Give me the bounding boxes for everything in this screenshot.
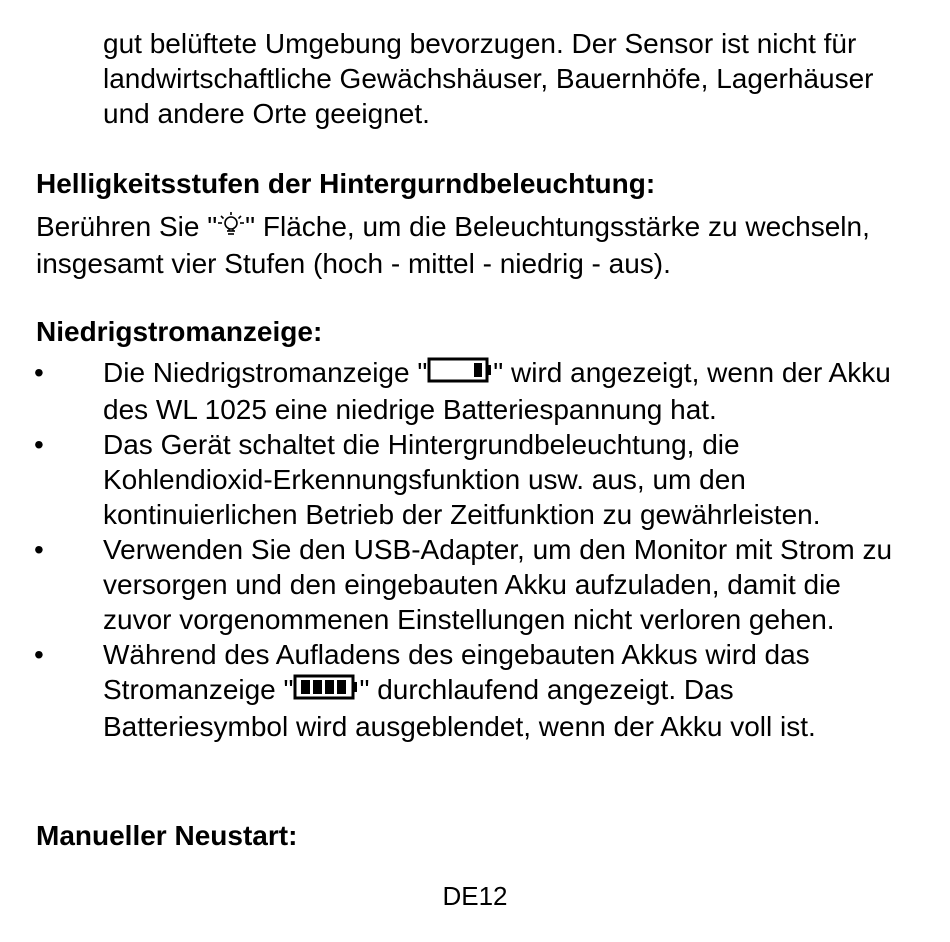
- bullet-icon: •: [34, 534, 44, 565]
- list-item-text-before: Die Niedrigstromanzeige ": [103, 357, 428, 388]
- bulb-icon: [217, 211, 245, 246]
- bullet-icon: •: [34, 639, 44, 670]
- list-item-text: Das Gerät schaltet die Hintergrundbeleuchtung, die Kohlendioxid-Erkennungsfunktion usw. aus, um den kontinuierlichen Betrieb der Zeitfunktion zu gewährleisten.: [103, 429, 821, 530]
- list-item: [0, 637, 913, 744]
- list-item: [0, 355, 913, 427]
- bullet-icon: •: [34, 429, 44, 460]
- backlight-text-after: " Fläche, um die Beleuchtungsstärke zu wechseln, insgesamt vier Stufen (hoch - mittel - niedrig - aus).: [36, 211, 870, 279]
- restart-heading: Manueller Neustart:: [36, 820, 298, 851]
- list-item: [0, 532, 913, 637]
- backlight-text-before: Berühren Sie ": [36, 211, 218, 242]
- backlight-heading: Helligkeitsstufen der Hintergurndbeleuchtung:: [36, 168, 656, 199]
- list-item-text: Verwenden Sie den USB-Adapter, um den Monitor mit Strom zu versorgen und den eingebauten Akku aufzuladen, damit die zuvor vorgenommenen Einstellungen nicht verloren gehen.: [103, 534, 893, 635]
- low-power-list: [0, 355, 950, 744]
- list-item-text-after: " durchlaufend angezeigt. Das Batteriesymbol wird ausgeblendet, wenn der Akku voll ist.: [103, 674, 816, 742]
- bullet-icon: •: [34, 357, 44, 388]
- battery-full-icon: [293, 673, 359, 709]
- list-item: [0, 427, 913, 532]
- backlight-paragraph: [36, 209, 916, 281]
- battery-low-icon: [427, 356, 493, 392]
- low-power-heading: Niedrigstromanzeige:: [36, 316, 323, 347]
- list-item-text-before: Während des Aufladens des eingebauten Akkus wird das Stromanzeige ": [103, 639, 810, 705]
- page-number: DE12: [442, 881, 508, 911]
- list-item-text-after: " wird angezeigt, wenn der Akku des WL 1025 eine niedrige Batteriespannung hat.: [103, 357, 891, 425]
- intro-paragraph: gut belüftete Umgebung bevorzugen. Der Sensor ist nicht für landwirtschaftliche Gewächshäuser, Bauernhöfe, Lagerhäuser und andere Orte geeignet.: [103, 28, 874, 129]
